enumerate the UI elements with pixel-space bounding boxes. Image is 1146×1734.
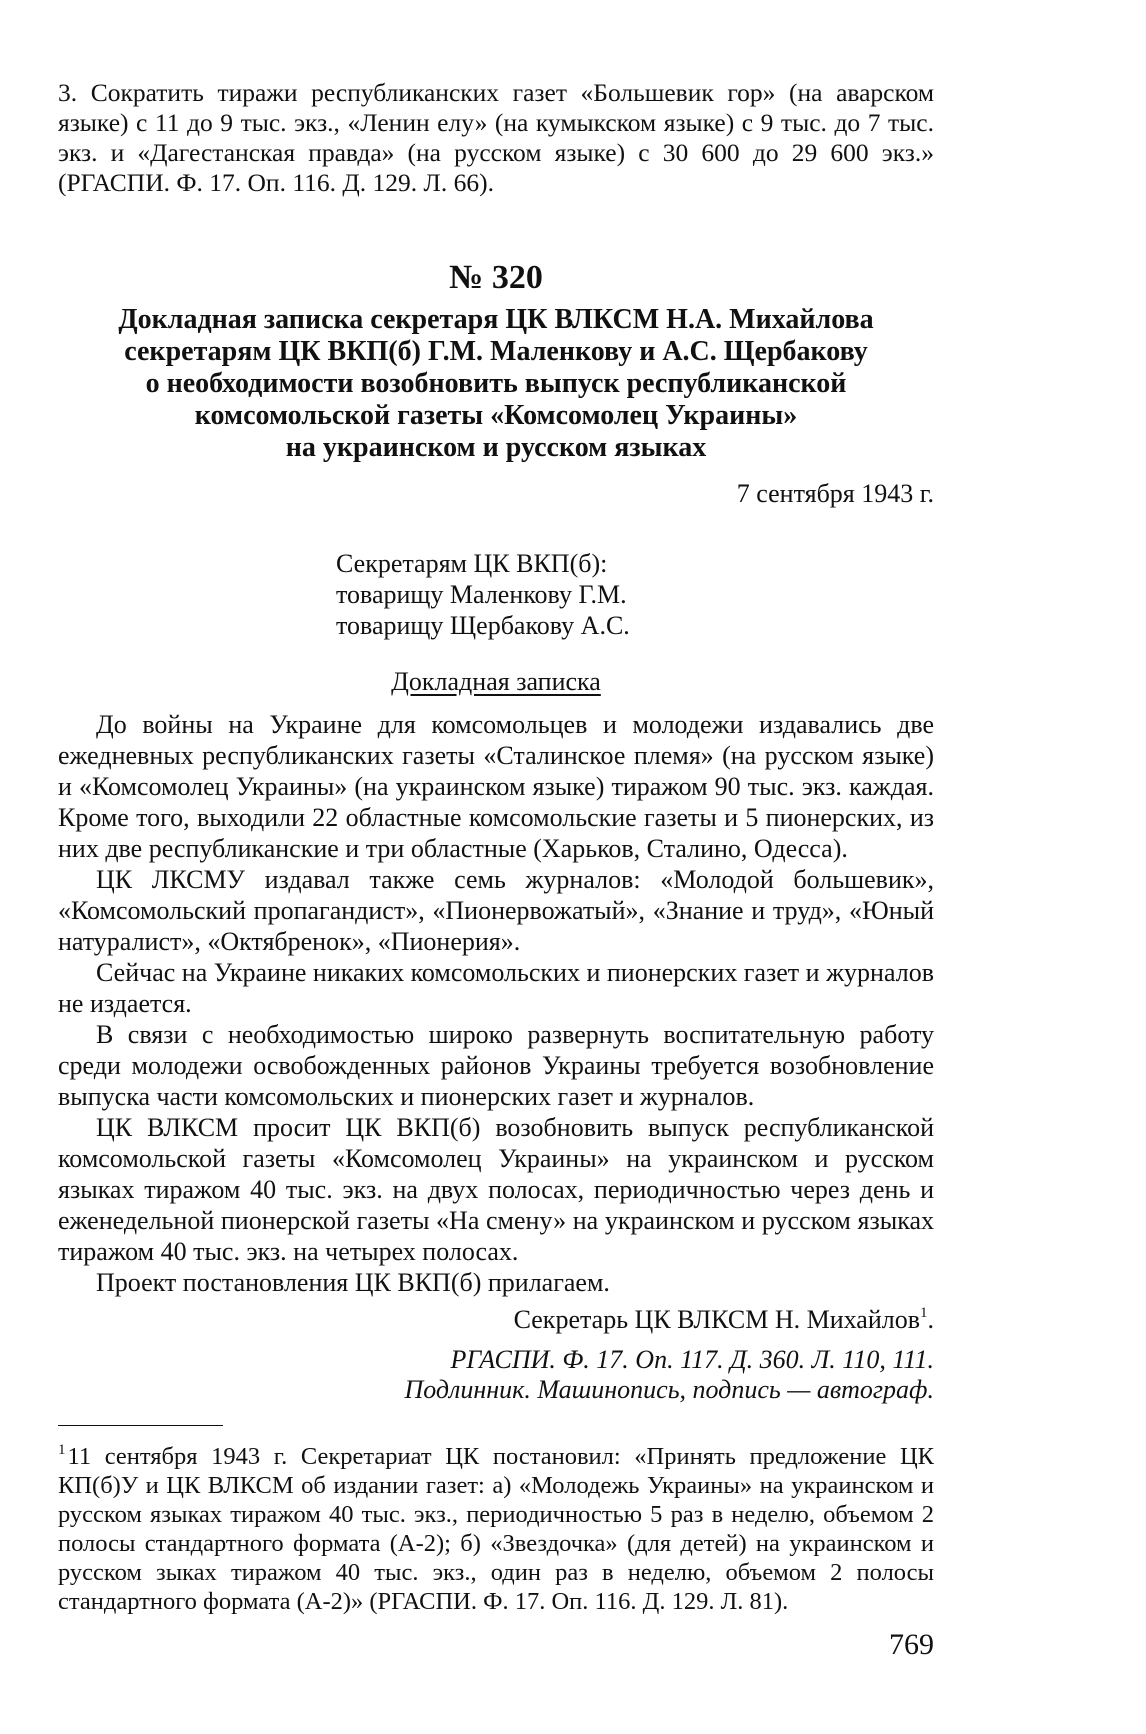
footnote-mark: 1 [58, 1442, 66, 1458]
signature-line: Секретарь ЦК ВЛКСМ Н. Михайлов$^1$. [513, 1305, 934, 1334]
archive-reference [58, 1345, 934, 1405]
addressee-line: товарищу Щербакову А.С. [336, 611, 630, 640]
title-line: Докладная записка секретаря ЦК ВЛКСМ Н.А. Михайлова [118, 304, 874, 335]
title-line: на украинском и русском языках [285, 432, 707, 463]
document-date: 7 сентября 1943 г. [736, 479, 934, 508]
body-paragraph: ЦК ВЛКСМ просит ЦК ВКП(б) возобновить выпуск республиканской комсомольской газеты «Комсомолец Украины» на украинском и русском языках тиражом 40 тыс. экз. на двух полосах, периодичностью через день и еженедельной пионерской газеты «На смену» на украинском и русском языках тиражом 40 тыс. экз. на четырех полосах. [58, 1113, 934, 1266]
addressee-line: товарищу Маленкову Г.М. [336, 580, 627, 609]
footnote [58, 1436, 934, 1616]
body-paragraph: ЦК ЛКСМУ издавал также семь журналов: «Молодой большевик», «Комсомольский пропагандист», «Пионервожатый», «Знание и труд», «Юный натуралист», «Октябренок», «Пионерия». [58, 865, 934, 956]
title-line: комсомольской газеты «Комсомолец Украины» [194, 400, 798, 431]
document-title [58, 304, 934, 464]
memo-body [58, 709, 934, 1298]
footnote-reference: 1 [920, 1305, 928, 1321]
body-paragraph: До войны на Украине для комсомольцев и молодежи издавались две ежедневных республиканских газеты «Сталинское племя» (на русском языке) и «Комсомолец Украины» (на украинском языке) тиражом 90 тыс. экз. каждая. Кроме того, выходили 22 областные комсомольские газеты и 5 пионерских, из них две республиканские и три областные (Харьков, Сталино, Одесса). [58, 710, 934, 863]
title-line: секретарям ЦК ВКП(б) Г.М. Маленкову и А.С. Щербакову [124, 336, 868, 367]
addressee-line: Секретарям ЦК ВКП(б): [336, 549, 608, 578]
archive-line: Подлинник. Машинопись, подпись — автограф. [404, 1375, 934, 1404]
page-number: 769 [889, 1628, 934, 1661]
signature-text: Секретарь ЦК ВЛКСМ Н. Михайлов [513, 1305, 920, 1334]
intro-paragraph: 3. Сократить тиражи республиканских газет «Большевик гор» (на аварском языке) с 11 до 9 тыс. экз., «Ленин елу» (на кумыкском языке) с 9 тыс. до 7 тыс. экз. и «Дагестанская правда» (на русском языке) с 30 600 до 29 600 экз.» (РГАСПИ. Ф. 17. Оп. 116. Д. 129. Л. 66). [58, 78, 934, 197]
archive-line: РГАСПИ. Ф. 17. Оп. 117. Д. 360. Л. 110, 111. [450, 1345, 934, 1374]
memo-heading [58, 665, 934, 699]
page-content [58, 78, 934, 1616]
body-paragraph: Сейчас на Украине никаких комсомольских и пионерских газет и журналов не издается. [58, 958, 934, 1018]
footnote-divider [58, 1425, 223, 1426]
title-line: о необходимости возобновить выпуск республиканской [145, 368, 847, 399]
document-number: № 320 [449, 259, 543, 296]
addressee-block [336, 548, 934, 641]
body-paragraph: Проект постановления ЦК ВКП(б) прилагаем. [96, 1268, 610, 1297]
memo-heading-text: Докладная записка [391, 667, 601, 696]
body-paragraph: В связи с необходимостью широко развернуть воспитательную работу среди молодежи освобожденных районов Украины требуется возобновление выпуска части комсомольских и пионерских газет и журналов. [58, 1020, 934, 1111]
footnote-text: 11 сентября 1943 г. Секретариат ЦК постановил: «Принять предложение ЦК КП(б)У и ЦК ВЛКСМ об издании газет: а) «Молодежь Украины» на украинском и русском языках тиражом 40 тыс. экз., периодичностью 5 раз в неделю, объемом 2 полосы стандартного формата (А-2); б) «Звездочка» (для детей) на украинском и русском зыках тиражом 40 тыс. экз., один раз в неделю, объемом 2 полосы стандартного формата (А-2)» (РГАСПИ. Ф. 17. Оп. 116. Д. 129. Л. 81). [58, 1443, 934, 1615]
